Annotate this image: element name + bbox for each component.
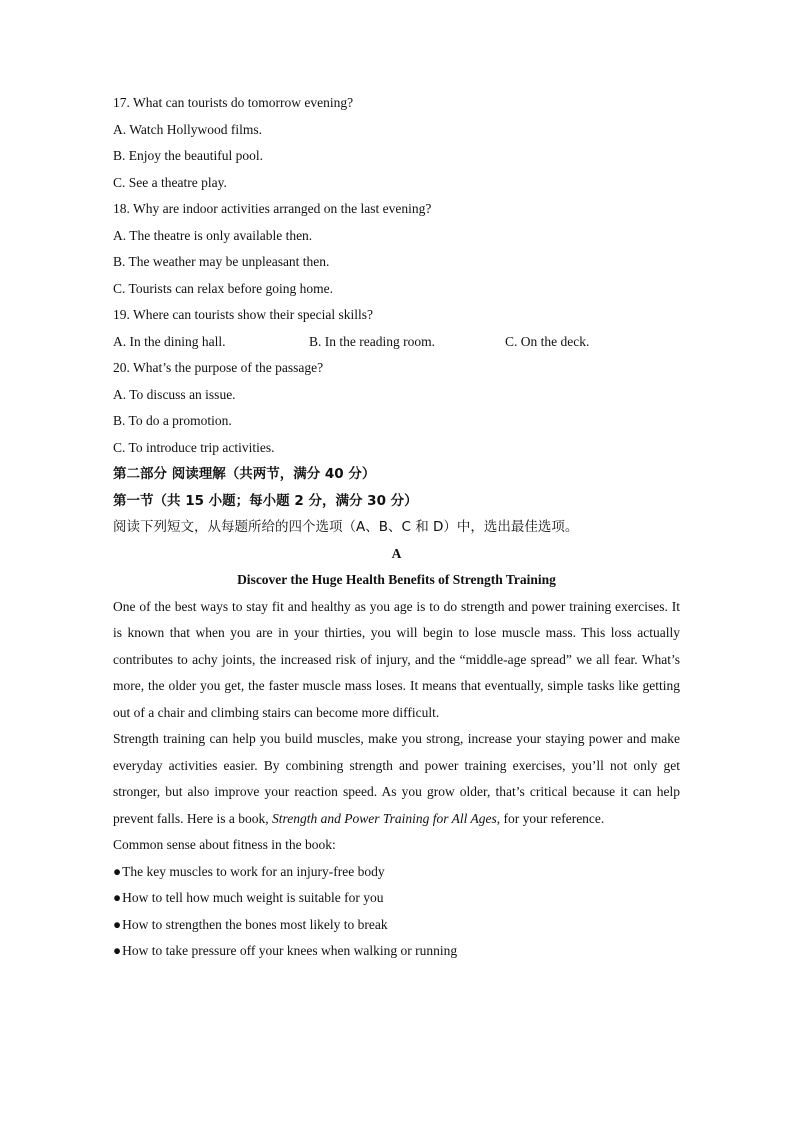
book-title: Strength and Power Training for All Ages (271, 810, 497, 826)
passage-title: Discover the Huge Health Benefits of Strength Training (237, 572, 556, 587)
option-c: C. On the deck. (505, 333, 590, 349)
option-a: A. To discuss an issue. (113, 386, 236, 402)
instruction: 阅读下列短文，从每题所给的四个选项（A、B、C 和 D）中，选出最佳选项。 (113, 519, 579, 535)
option-b: B. In the reading room. (309, 333, 435, 349)
list-item: ●The key muscles to work for an injury-free body (113, 863, 385, 879)
list-item: ●How to tell how much weight is suitable for you (113, 890, 384, 905)
paragraph-2 (113, 726, 680, 832)
question-text: 17. What can tourists do tomorrow evening? (113, 95, 354, 110)
paragraph-1: One of the best ways to stay fit and healthy as you age is to do strength and power training exercises. It is known that when you are in your thirties, you will begin to lose muscle mass. This loss actually contributes to achy joints, the increased risk of injury, and the “middle-age spread” we all fear. What’s more, the older you get, the faster muscle mass loses. It means that eventually, simple tasks like getting out of a chair and climbing stairs can become more difficult. (113, 598, 680, 720)
option-b: B. Enjoy the beautiful pool. (113, 148, 263, 163)
question-20 (113, 355, 680, 461)
question-text: 20. What’s the purpose of the passage? (113, 360, 324, 375)
list-intro: Common sense about fitness in the book: (113, 837, 336, 852)
list-item: ●How to take pressure off your knees when walking or running (113, 943, 458, 958)
question-17 (113, 90, 680, 196)
option-a: A. Watch Hollywood films. (113, 121, 263, 137)
option-b: B. To do a promotion. (113, 413, 232, 428)
section-title: 第一节（共 15 小题；每小题 2 分，满分 30 分） (113, 492, 418, 509)
option-c: C. Tourists can relax before going home. (113, 280, 334, 296)
part-title: 第二部分 阅读理解（共两节，满分 40 分） (113, 466, 376, 482)
exam-page (113, 90, 680, 965)
options-row (113, 329, 680, 356)
bullet-icon: ● (113, 863, 122, 879)
question-text: 19. Where can tourists show their special skills? (113, 307, 373, 322)
bullet-icon: ● (113, 890, 122, 905)
option-a: A. In the dining hall. (113, 333, 226, 349)
list-item: ●How to strengthen the bones most likely to break (113, 916, 388, 932)
question-18 (113, 196, 680, 302)
paragraph-2-start: Strength training can help you build muscles, make you strong, increase your staying power and make everyday activities easier. By combining strength and power training exercises, you’ll not only get stronger, but also improve your reaction speed. As you grow older, that’s critical because it can help prevent falls. Here is a book, (113, 731, 680, 826)
question-19 (113, 302, 680, 355)
option-c: C. See a theatre play. (113, 174, 227, 190)
option-c: C. To introduce trip activities. (113, 439, 275, 455)
bullet-icon: ● (113, 943, 122, 958)
bullet-icon: ● (113, 916, 122, 932)
option-a: A. The theatre is only available then. (113, 227, 313, 243)
passage-letter: A (391, 545, 402, 561)
paragraph-2-end: , for your reference. (496, 810, 605, 826)
option-b: B. The weather may be unpleasant then. (113, 254, 330, 269)
question-text: 18. Why are indoor activities arranged on the last evening? (113, 201, 432, 216)
